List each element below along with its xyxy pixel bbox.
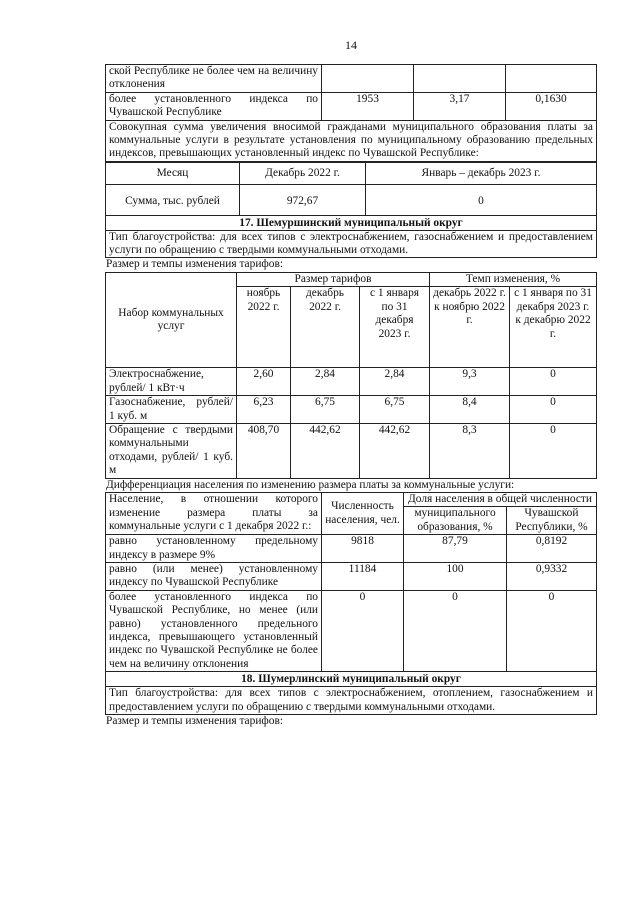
row-label: ской Республике не более чем на величину отклонения [106, 65, 322, 93]
tariffs-header-jan: с 1 января по 31 декабря 2023 г. [360, 287, 430, 368]
tariff-name: Газоснабжение, рублей/ 1 куб. м [106, 396, 237, 424]
table-row: равно установленному предельному индексу в размере 9% 9818 87,79 0,8192 [106, 535, 597, 563]
tariffs-header-rate-dec: декабрь 2022 г. к ноябрю 2022 г. [430, 287, 510, 368]
table-row: Обращение с твердыми коммунальными отходами, рублей/ 1 куб. м 408,70 442,62 442,62 8,3 0 [106, 423, 597, 478]
tariff-name: Электроснабжение, рублей/ 1 кВт·ч [106, 368, 237, 396]
section-17-size-label: Размер и темпы изменения тарифов: [106, 258, 284, 271]
sum-header-year: Январь – декабрь 2023 г. [366, 162, 597, 184]
pop-header-count: Численность населения, чел. [322, 492, 404, 534]
table-row [106, 92, 597, 120]
tariff-name: Обращение с твердыми коммунальными отходами, рублей/ 1 куб. м [106, 423, 237, 478]
pop-header-label: Население, в отношении которого изменение размера платы за коммунальные услуги с 1 декабря 2022 г.: [106, 492, 322, 534]
document-page [105, 36, 597, 728]
tariffs-header-set: Набор коммунальных услуг [106, 272, 237, 367]
sum-table [105, 162, 597, 216]
sum-header-dec: Декабрь 2022 г. [240, 162, 366, 184]
section-18-size-label: Размер и темпы изменения тарифов: [106, 715, 284, 728]
summary-text: Совокупная сумма увеличения вносимой гражданами муниципального образования платы за коммунальные услуги в результате установления по муниципальному образованию предельных индексов, превышающих установленный индекс по Чувашской Республике: [105, 121, 597, 162]
population-table [105, 492, 597, 672]
pop-row-label: более установленного индекса по Чувашской Республике, но менее (или равно) установленного предельного индекса, превышающего установленный индекс по Чувашской Республике не более чем на величину отклонения [106, 590, 322, 671]
pop-header-rep: Чувашской Республики, % [507, 507, 597, 535]
row-count: 1953 [322, 92, 414, 120]
sum-value-year: 0 [366, 185, 597, 215]
table-row: более установленного индекса по Чувашской Республике, но менее (или равно) установленного предельного индекса, превышающего установленный индекс по Чувашской Республике не более чем на величину отклонения 0 0 0 [106, 590, 597, 671]
pop-row-label: равно (или менее) установленному индексу по Чувашской Республике [106, 562, 322, 590]
section-18-type: Тип благоустройства: для всех типов с электроснабжением, отоплением, газоснабжением и предоставлением услуги по обращению с твердыми коммунальными отходами. [105, 687, 597, 715]
row-share-mun: 3,17 [414, 92, 506, 120]
pop-row-label: равно установленному предельному индексу в размере 9% [106, 535, 322, 563]
table-row [106, 65, 597, 93]
sum-row-label: Сумма, тыс. рублей [106, 185, 240, 215]
tariffs-header-size: Размер тарифов [237, 272, 430, 286]
tariffs-header-nov: ноябрь 2022 г. [237, 287, 291, 368]
tariffs-header-dec: декабрь 2022 г. [291, 287, 360, 368]
population-table-continued [105, 64, 597, 121]
table-row: Электроснабжение, рублей/ 1 кВт·ч 2,60 2,84 2,84 9,3 0 [106, 368, 597, 396]
table-row: равно (или менее) установленному индексу по Чувашской Республике 11184 100 0,9332 [106, 562, 597, 590]
section-17-type: Тип благоустройства: для всех типов с электроснабжением, газоснабжением и предоставлением услуги по обращению с твердыми коммунальными отходами. [105, 231, 597, 259]
sum-value-dec: 972,67 [240, 185, 366, 215]
sum-header-month: Месяц [106, 162, 240, 184]
tariffs-table [105, 272, 597, 479]
tariffs-header-rate-jan: с 1 января по 31 декабря 2023 г. к декабрю 2022 г. [510, 287, 597, 368]
section-17-diff-label: Дифференциация населения по изменению размера платы за коммунальные услуги: [106, 478, 515, 491]
pop-header-mun: муниципального образования, % [404, 507, 507, 535]
page-number: 14 [345, 38, 357, 52]
row-label: более установленного индекса по Чувашской Республике [106, 92, 322, 120]
section-17-title: 17. Шемуршинский муниципальный округ [105, 216, 597, 231]
pop-header-share: Доля населения в общей численности [404, 492, 597, 506]
tariffs-header-rate: Темп изменения, % [430, 272, 597, 286]
section-18-title: 18. Шумерлинский муниципальный округ [105, 672, 597, 687]
row-share-rep: 0,1630 [506, 92, 597, 120]
table-row: Газоснабжение, рублей/ 1 куб. м 6,23 6,75 6,75 8,4 0 [106, 396, 597, 424]
